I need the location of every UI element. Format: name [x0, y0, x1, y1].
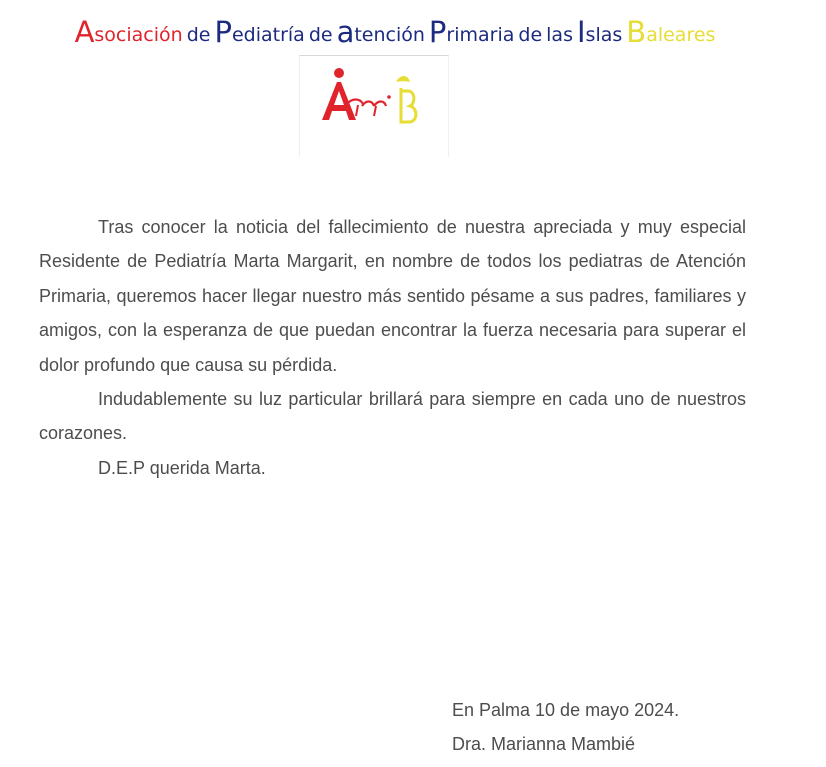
title-word-text: aleares [646, 24, 716, 46]
title-word-text: slas [585, 24, 623, 46]
apapib-logo-image [300, 56, 448, 157]
title-word [214, 15, 305, 49]
title-word [187, 24, 211, 46]
apapib-logo [299, 55, 449, 157]
title-word [74, 15, 183, 49]
title-initial: A [74, 15, 95, 49]
signature-block [452, 693, 679, 762]
title-word-text: sociación [94, 24, 183, 46]
title-word [546, 24, 573, 46]
title-initial: P [428, 15, 447, 49]
place-date: En Palma 10 de mayo 2024. [452, 700, 680, 720]
title-word-text: ediatría [231, 24, 305, 46]
letter-paragraph: Tras conocer la noticia del fallecimiento de nuestra apreciada y muy especial Residente de Pediatría Marta Margarit, en nombre de todos los pediatras de Atención Primaria, queremos hacer llegar nuestro más sentido pésame a sus padres, familiares y amigos, con la esperanza de que puedan encontrar la fuerza necesaria para superar el dolor profundo que causa su pérdida. [39, 217, 746, 375]
title-word [428, 15, 515, 49]
letter-paragraph: Indudablemente su luz particular brillará para siempre en cada uno de nuestros corazones. [39, 389, 746, 444]
title-word-text: de [186, 24, 211, 46]
title-word [518, 24, 542, 46]
title-word [336, 15, 425, 49]
title-initial: B [626, 15, 647, 49]
title-word-text: las [546, 24, 573, 46]
title-word-text: tención [354, 24, 425, 46]
title-word-text: de [308, 24, 333, 46]
title-initial: P [214, 15, 232, 49]
title-word [576, 15, 623, 49]
title-initial: a [336, 15, 355, 49]
letter-paragraph: D.E.P querida Marta. [98, 457, 266, 478]
signatory-name: Dra. Marianna Mambié [452, 734, 636, 755]
association-title [0, 15, 790, 49]
title-initial: I [576, 15, 586, 49]
title-word [626, 15, 716, 49]
title-word-text: rimaria [446, 24, 515, 46]
title-word [309, 24, 333, 46]
condolence-letter [39, 210, 746, 485]
title-word-text: de [518, 24, 543, 46]
